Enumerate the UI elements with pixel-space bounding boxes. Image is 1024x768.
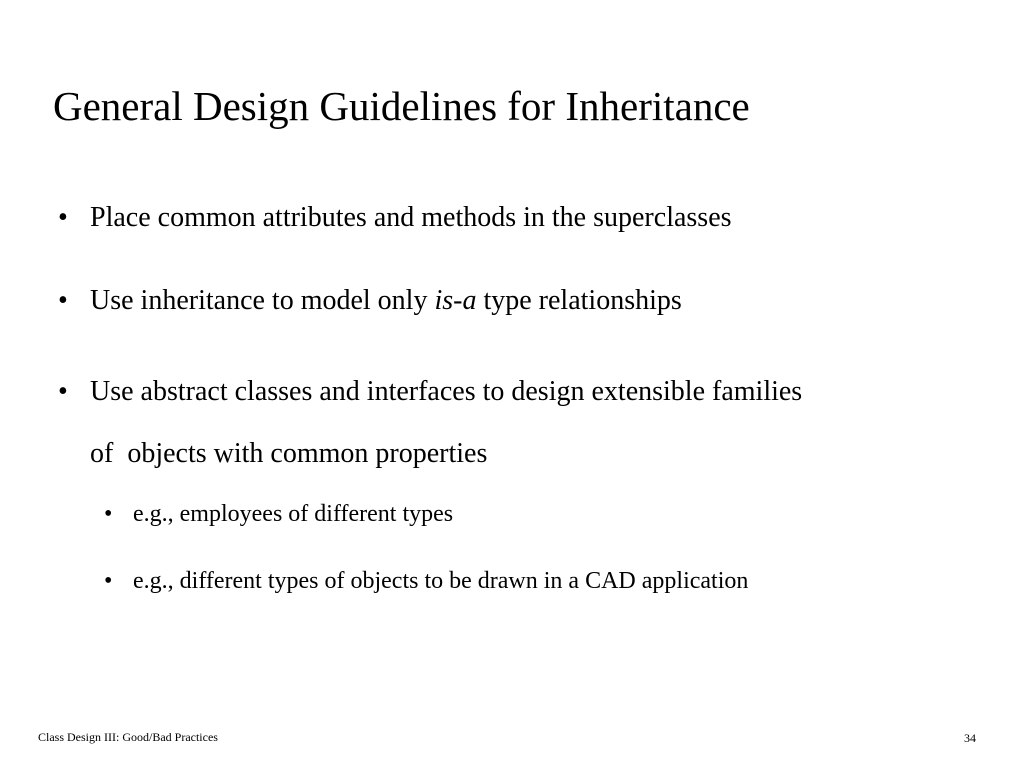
bullet-text-line-1: Use abstract classes and interfaces to design extensible families: [90, 376, 803, 407]
bullet-text-before: Use inheritance to model only: [90, 285, 435, 316]
bullet-text-line-2: of objects with common properties: [90, 438, 488, 469]
bullet-dot-icon: •: [58, 202, 68, 233]
bullet-text: [90, 281, 682, 321]
sub-bullet-text: e.g., employees of different types: [133, 501, 454, 527]
footer-course-title: Class Design III: Good/Bad Practices: [38, 730, 218, 744]
bullet-dot-icon: •: [58, 285, 68, 316]
bullet-dot-icon: •: [58, 376, 68, 407]
bullet-text: [90, 361, 802, 485]
sub-bullet-text: e.g., different types of objects to be drawn in a CAD application: [133, 568, 749, 594]
sub-bullet-dot-icon: •: [104, 568, 113, 594]
slide-title: General Design Guidelines for Inheritance: [53, 83, 750, 129]
sub-bullet-dot-icon: •: [104, 501, 113, 527]
bullet-emphasis: is-a: [434, 285, 477, 316]
bullet-text-after: type relationships: [476, 285, 682, 316]
footer-page-number: 34: [964, 731, 976, 745]
bullet-text: Place common attributes and methods in the superclasses: [90, 202, 732, 233]
